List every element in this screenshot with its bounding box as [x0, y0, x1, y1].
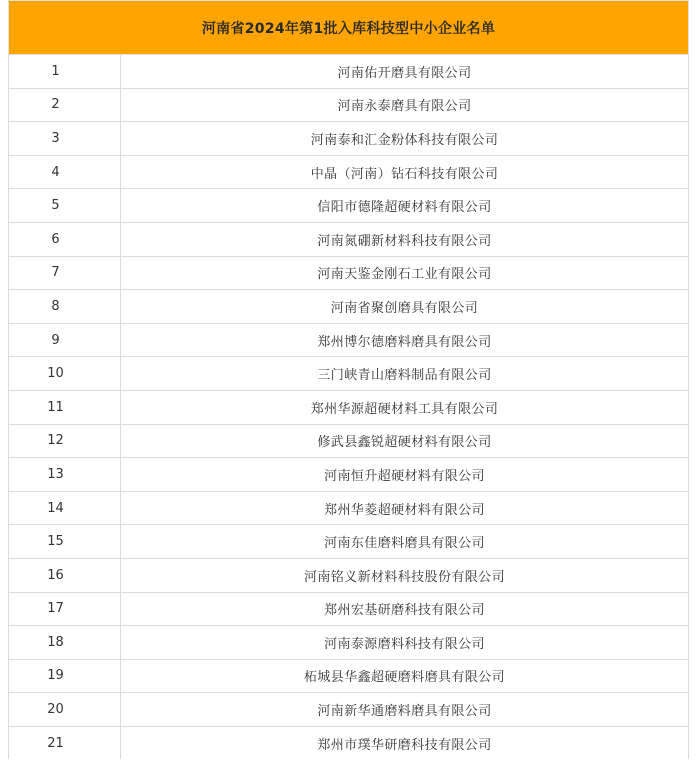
table-body: [9, 55, 689, 760]
table-row: [9, 390, 689, 424]
row-number: 13: [9, 458, 121, 492]
table-row: [9, 357, 689, 391]
row-number: 9: [9, 323, 121, 357]
row-number: 20: [9, 693, 121, 727]
table-row: [9, 558, 689, 592]
table-row: [9, 155, 689, 189]
table-title: 河南省2024年第1批入库科技型中小企业名单: [9, 1, 689, 55]
row-number: 18: [9, 626, 121, 660]
company-name: 河南省聚创磨具有限公司: [121, 290, 689, 324]
table-row: [9, 726, 689, 759]
row-number: 2: [9, 88, 121, 122]
enterprise-table: [8, 0, 689, 759]
table-row: [9, 55, 689, 89]
row-number: 11: [9, 390, 121, 424]
enterprise-list-sheet: [8, 0, 688, 759]
table-row: [9, 693, 689, 727]
company-name: 河南恒升超硬材料有限公司: [121, 458, 689, 492]
row-number: 1: [9, 55, 121, 89]
row-number: 17: [9, 592, 121, 626]
company-name: 河南泰源磨料科技有限公司: [121, 626, 689, 660]
table-row: [9, 122, 689, 156]
company-name: 河南天鉴金刚石工业有限公司: [121, 256, 689, 290]
row-number: 8: [9, 290, 121, 324]
row-number: 14: [9, 491, 121, 525]
company-name: 河南佑开磨具有限公司: [121, 55, 689, 89]
table-row: [9, 592, 689, 626]
row-number: 15: [9, 525, 121, 559]
table-header-row: [9, 1, 689, 55]
company-name: 郑州华菱超硬材料有限公司: [121, 491, 689, 525]
row-number: 6: [9, 222, 121, 256]
table-row: [9, 88, 689, 122]
company-name: 河南泰和汇金粉体科技有限公司: [121, 122, 689, 156]
table-row: [9, 290, 689, 324]
company-name: 中晶（河南）钻石科技有限公司: [121, 155, 689, 189]
company-name: 郑州市璞华研磨科技有限公司: [121, 726, 689, 759]
table-row: [9, 525, 689, 559]
row-number: 12: [9, 424, 121, 458]
company-name: 郑州博尔德磨料磨具有限公司: [121, 323, 689, 357]
row-number: 19: [9, 659, 121, 693]
row-number: 16: [9, 558, 121, 592]
company-name: 河南铭义新材料科技股份有限公司: [121, 558, 689, 592]
row-number: 3: [9, 122, 121, 156]
company-name: 河南东佳磨料磨具有限公司: [121, 525, 689, 559]
table-row: [9, 424, 689, 458]
company-name: 河南新华通磨料磨具有限公司: [121, 693, 689, 727]
table-row: [9, 458, 689, 492]
company-name: 河南氮硼新材料科技有限公司: [121, 222, 689, 256]
company-name: 柘城县华鑫超硬磨料磨具有限公司: [121, 659, 689, 693]
row-number: 10: [9, 357, 121, 391]
row-number: 4: [9, 155, 121, 189]
table-row: [9, 189, 689, 223]
table-row: [9, 491, 689, 525]
table-row: [9, 323, 689, 357]
row-number: 21: [9, 726, 121, 759]
row-number: 5: [9, 189, 121, 223]
table-row: [9, 256, 689, 290]
company-name: 信阳市德隆超硬材料有限公司: [121, 189, 689, 223]
table-row: [9, 659, 689, 693]
company-name: 郑州华源超硬材料工具有限公司: [121, 390, 689, 424]
company-name: 郑州宏基研磨科技有限公司: [121, 592, 689, 626]
table-row: [9, 626, 689, 660]
row-number: 7: [9, 256, 121, 290]
company-name: 修武县鑫锐超硬材料有限公司: [121, 424, 689, 458]
company-name: 三门峡青山磨料制品有限公司: [121, 357, 689, 391]
company-name: 河南永泰磨具有限公司: [121, 88, 689, 122]
table-row: [9, 222, 689, 256]
